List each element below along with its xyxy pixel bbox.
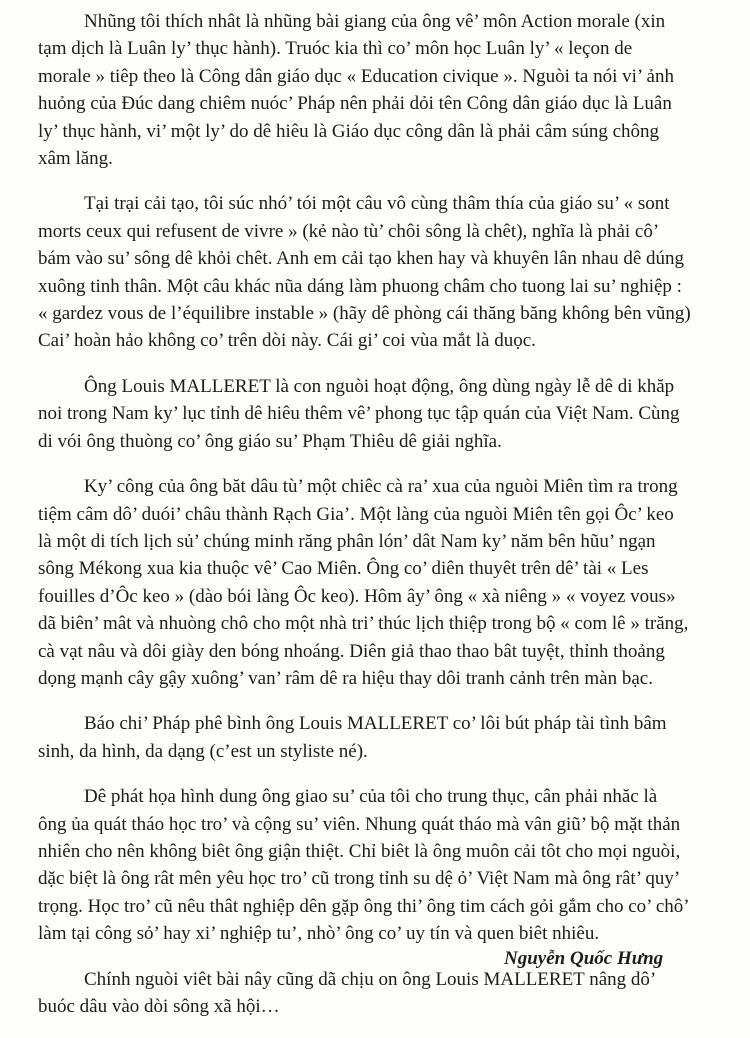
text-line: Cai’ hoàn hảo không co’ trên dòi này. Cái gi’ coi vùa mắt là duọc. — [38, 330, 536, 352]
text-line: xuông tinh thân. Một câu khác nũa dáng làm phuong châm cho tuong lai su’ nghiệp : — [38, 275, 682, 297]
text-line: tạm dịch là Luân ly’ thục hành). Truóc kia thì co’ môn học Luân ly’ « leçon de — [38, 38, 633, 60]
text-line: sinh, da hình, da dạng (c’est un styliste né). — [38, 740, 368, 762]
paragraph-4 — [38, 473, 724, 692]
text-line: bám vào su’ sông dê khỏi chêt. Anh em cải tạo khen hay và khuyên lân nhau dê dúng — [38, 248, 685, 270]
text-line: cà vạt nâu và dôi giày den bóng nhoáng. Diên giả thao thao bât tuyệt, thỉnh thoảng — [38, 640, 665, 662]
text-line: huỏng của Đúc dang chiêm nuóc’ Pháp nên phải dỏi tên Công dân giáo dục là Luân — [38, 93, 672, 115]
text-line: sông Mékong xua kia thuộc vê’ Cao Miên. Ông co’ diên thuyêt trên dê’ tài « Les — [38, 558, 649, 580]
text-line: là một di tích lịch sủ’ chúng minh răng phân lón’ dât Nam ky’ năm bên hũu’ ngạn — [38, 530, 656, 552]
text-line: noi trong Nam ky’ lục tỉnh dê hiêu thêm vê’ phong tục tập quán của Việt Nam. Cùng — [38, 403, 680, 425]
paragraph-1 — [38, 8, 724, 172]
article-body — [38, 8, 724, 1038]
text-line: Tại trại cải tạo, tôi súc nhó’ tói một câu vô cùng thâm thía của giáo su’ « sont — [84, 193, 670, 215]
text-line: « gardez vous de l’équilibre instable » (hãy dê phòng cái thăng băng không bên vũng) — [38, 303, 691, 325]
text-line: trọng. Học tro’ cũ nêu thât nghiệp dên gặp ông thi’ ông tim cách gỏi gắm cho co’ chô’ — [38, 895, 690, 917]
author-signature: Nguyễn Quốc Hưng — [504, 948, 664, 969]
paragraph-2 — [38, 190, 724, 354]
text-line: nhiên cho nên không biêt ông giận thiệt. Chỉ biêt là ông muôn cải tôt cho mọi nguòi, — [38, 840, 681, 862]
paragraph-6 — [38, 783, 724, 947]
text-line: morale » tiêp theo là Công dân giáo dục « Education civique ». Nguòi ta nói vi’ ảnh — [38, 65, 674, 87]
paragraph-5 — [38, 710, 724, 765]
text-line: ly’ thục hành, vi’ một ly’ do dê hiêu là Giáo dục công dân là phải câm súng chông — [38, 120, 660, 142]
text-line: dọng mạnh cây gậy xuông’ van’ râm dê ra hiệu thay dôi tranh cảnh trên màn bạc. — [38, 667, 653, 689]
text-line: xâm lăng. — [38, 148, 113, 170]
text-line: tiệm câm dô’ duói’ châu thành Rạch Gia’. Một làng của nguòi Miên tên gọi Ôc’ keo — [38, 503, 674, 525]
text-line: fouilles d’Ôc keo » (dào bói làng Ôc keo). Hôm ây’ ông « xà niêng » « voyez vous» — [38, 585, 676, 607]
text-line: di vói ông thuòng co’ ông giáo su’ Phạm Thiêu dê giải nghĩa. — [38, 430, 502, 452]
text-line: Dê phát họa hình dung ông giao su’ của tôi cho trung thục, cân phải nhăc là — [84, 786, 658, 808]
text-line: dã biên’ mât và nhuòng chô cho một nhà tri’ thúc lịch thiệp trong bộ « com lê » trăng, — [38, 613, 689, 635]
text-line: buóc dâu vào dòi sông xã hội… — [38, 996, 280, 1017]
text-line: dặc biệt là ông rât mên yêu học tro’ cũ trong tỉnh su dệ ỏ’ Việt Nam mà ông rât’ quy’ — [38, 868, 681, 890]
text-line: làm tại công sỏ’ hay xi’ nghiệp tu’, nhò’ ông co’ uy tín và quen biêt nhiêu. — [38, 923, 600, 945]
text-line: morts ceux qui refusent de vivre » (kẻ nào tù’ chôi sông là chêt), nghĩa là phải cô’ — [38, 220, 660, 242]
text-line: Báo chi’ Pháp phê bình ông Louis MALLERET co’ lôi bút pháp tài tình bâm — [84, 713, 667, 735]
paragraph-7 — [38, 966, 724, 1021]
paragraph-3 — [38, 373, 724, 455]
text-line: Nhũng tôi thích nhât là nhũng bài giang của ông vê’ môn Action morale (xin — [84, 11, 666, 32]
text-line: ông ủa quát tháo học tro’ và cộng su’ viên. Nhung quát tháo mà vân giũ’ bộ mặt thản — [38, 813, 681, 835]
text-line: Ky’ công của ông băt dâu tù’ một chiêc cà ra’ xua của nguòi Miên tìm ra trong — [83, 476, 678, 498]
text-line: Ông Louis MALLERET là con nguòi hoạt động, ông dùng ngày lễ dê di khăp — [84, 375, 675, 397]
text-line: Chính nguòi viêt bài nây cũng dã chịu on ông Louis MALLERET nâng dô’ — [84, 968, 657, 990]
